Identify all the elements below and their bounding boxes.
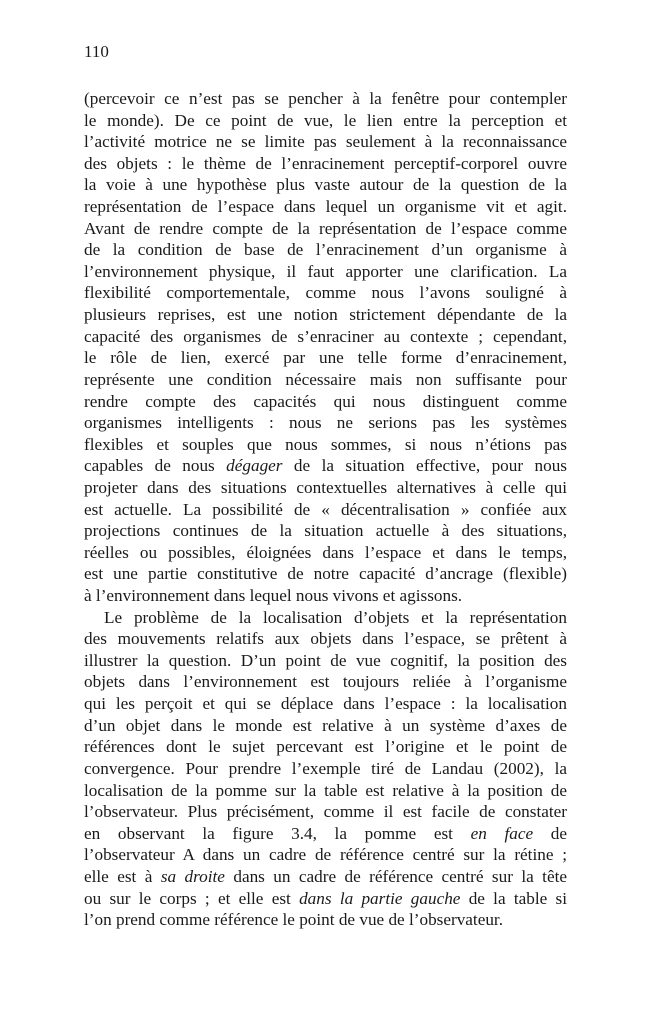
text-line	[84, 909, 567, 931]
text-span: capables de nous	[84, 456, 227, 476]
text-line	[84, 585, 567, 607]
text-span: le monde). De ce point de vue, le lien entre la perception et	[84, 110, 567, 130]
text-line	[84, 434, 567, 456]
italic-text: dans la partie gauche	[299, 888, 461, 908]
text-span: organismes intelligents : nous ne serions pas les systèmes	[84, 413, 567, 433]
text-span: représente une condition nécessaire mais non suffisante pour	[84, 369, 567, 389]
text-line	[84, 823, 567, 845]
text-span: localisation de la pomme sur la table est relative à la position de	[84, 780, 567, 800]
text-span: elle est à	[84, 866, 161, 886]
text-span: références dont le sujet percevant est l’origine et le point de	[84, 737, 567, 757]
italic-text: en face	[470, 823, 534, 843]
text-span: ou sur le corps ; et elle est	[84, 888, 300, 908]
text-line	[84, 520, 567, 542]
text-line	[84, 455, 567, 477]
italic-text: dégager	[226, 456, 283, 476]
text-line	[84, 326, 567, 348]
text-span: à l’environnement dans lequel nous vivons et agissons.	[84, 586, 463, 606]
text-span: de la situation effective, pour nous	[282, 456, 567, 476]
text-line	[84, 780, 567, 802]
page-number: 110	[84, 42, 109, 61]
text-span: rendre compte des capacités qui nous distinguent comme	[84, 391, 567, 411]
text-span: projections continues de la situation actuelle à des situations,	[84, 521, 567, 541]
text-span: objets dans l’environnement est toujours reliée à l’organisme	[84, 672, 567, 692]
text-span: l’activité motrice ne se limite pas seulement à la reconnaissance	[84, 132, 567, 152]
text-line	[84, 844, 567, 866]
text-line	[84, 110, 567, 132]
text-span: de la condition de base de l’enracinement d’un organisme à	[84, 240, 567, 260]
text-span: illustrer la question. D’un point de vue cognitif, la position des	[84, 650, 567, 670]
text-line	[84, 369, 567, 391]
text-span: plusieurs reprises, est une notion strictement dépendante de la	[84, 305, 567, 325]
text-span: représentation de l’espace dans lequel un organisme vit et agit.	[84, 197, 567, 217]
text-line	[84, 563, 567, 585]
text-line	[84, 131, 567, 153]
text-span: est actuelle. La possibilité de « décentralisation » confiée aux	[84, 499, 567, 519]
text-line	[84, 866, 567, 888]
text-span: Avant de rendre compte de la représentation de l’espace comme	[84, 218, 567, 238]
text-line	[84, 391, 567, 413]
text-span: de la table si	[460, 888, 567, 908]
text-line	[84, 628, 567, 650]
text-line	[84, 758, 567, 780]
text-line	[84, 412, 567, 434]
text-span: l’observateur A dans un cadre de référence centré sur la rétine ;	[84, 845, 567, 865]
text-line	[84, 888, 567, 910]
text-span: Le problème de la localisation d’objets et la représentation	[104, 607, 567, 627]
text-line	[84, 239, 567, 261]
text-span: flexibilité comportementale, comme nous l’avons souligné à	[84, 283, 567, 303]
text-span: le rôle de lien, exercé par une telle forme d’enracinement,	[84, 348, 567, 368]
text-line	[84, 261, 567, 283]
text-span: l’on prend comme référence le point de vue de l’observateur.	[84, 910, 504, 930]
text-line	[84, 607, 567, 629]
italic-text: sa droite	[160, 866, 225, 886]
text-span: flexibles et souples que nous sommes, si nous n’étions pas	[84, 434, 567, 454]
text-span: l’observateur. Plus précisément, comme il est facile de constater	[84, 802, 567, 822]
text-span: convergence. Pour prendre l’exemple tiré de Landau (2002), la	[84, 758, 567, 778]
text-line	[84, 218, 567, 240]
text-line	[84, 671, 567, 693]
text-span: en observant la figure 3.4, la pomme est	[84, 823, 471, 843]
text-line	[84, 499, 567, 521]
text-line	[84, 282, 567, 304]
text-line	[84, 801, 567, 823]
text-span: (percevoir ce n’est pas se pencher à la fenêtre pour contempler	[84, 89, 567, 108]
text-span: dans un cadre de référence centré sur la tête	[224, 866, 567, 886]
text-line	[84, 174, 567, 196]
text-span: qui les perçoit et qui se déplace dans l’espace : la localisation	[84, 694, 567, 714]
text-line	[84, 196, 567, 218]
text-span: réelles ou possibles, éloignées dans l’espace et dans le temps,	[84, 542, 567, 562]
text-span: capacité des organismes de s’enraciner au contexte ; cependant,	[84, 326, 567, 346]
text-line	[84, 650, 567, 672]
text-span: de	[533, 823, 567, 843]
text-span: l’environnement physique, il faut apporter une clarification. La	[84, 261, 567, 281]
text-span: la voie à une hypothèse plus vaste autour de la question de la	[84, 175, 567, 195]
text-span: des objets : le thème de l’enracinement perceptif-corporel ouvre	[84, 153, 567, 173]
text-line	[84, 477, 567, 499]
text-line	[84, 715, 567, 737]
body-text	[84, 88, 567, 931]
text-line	[84, 736, 567, 758]
text-span: des mouvements relatifs aux objets dans l’espace, se prêtent à	[84, 629, 567, 649]
text-span: d’un objet dans le monde est relative à un système d’axes de	[84, 715, 567, 735]
text-span: projeter dans des situations contextuelles alternatives à celle qui	[84, 477, 567, 497]
text-line	[84, 693, 567, 715]
text-line	[84, 153, 567, 175]
text-line	[84, 347, 567, 369]
text-span: est une partie constitutive de notre capacité d’ancrage (flexible)	[84, 564, 567, 584]
text-line	[84, 304, 567, 326]
text-line	[84, 88, 567, 110]
text-line	[84, 542, 567, 564]
